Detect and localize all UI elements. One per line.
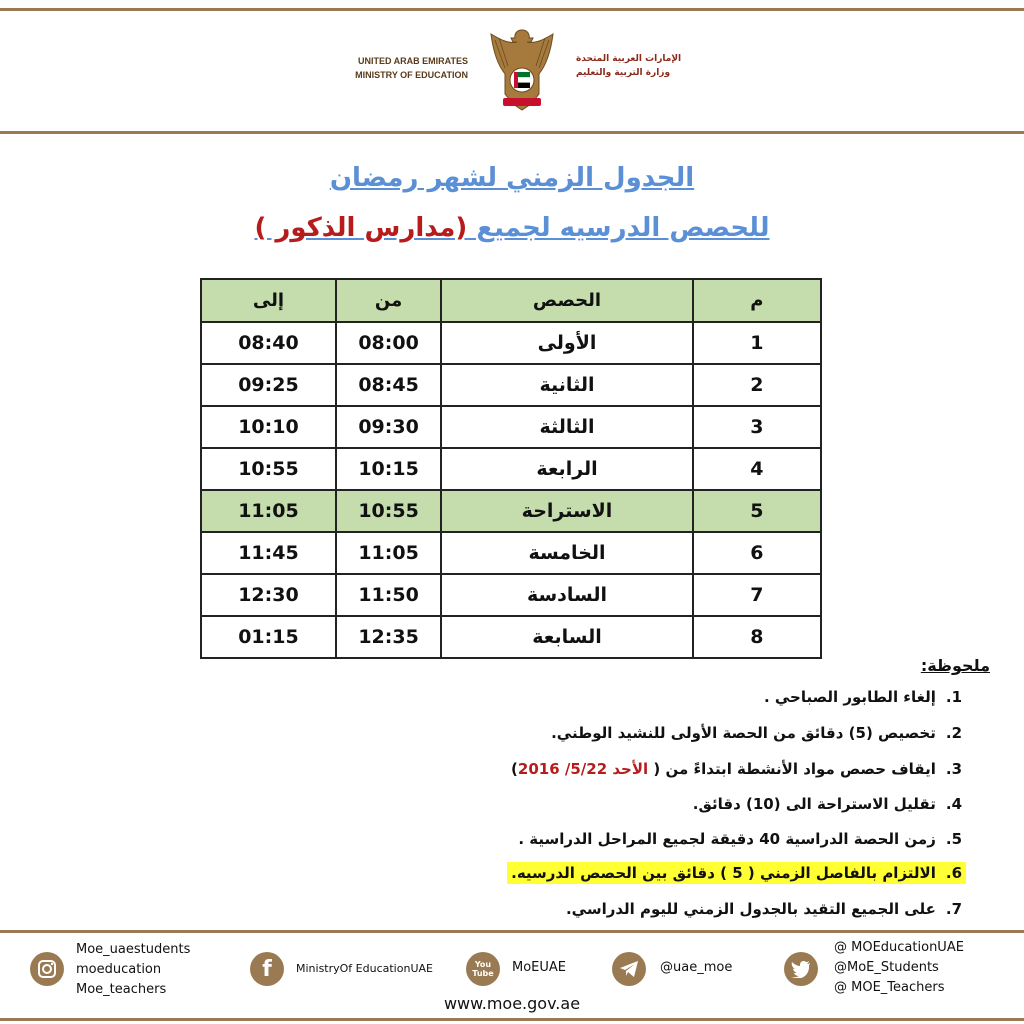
note-number: 6. [945, 864, 962, 882]
cell-from: 11:50 [336, 574, 441, 616]
cell-to: 09:25 [201, 364, 336, 406]
note-tail: ) [511, 760, 518, 778]
cell-period: الرابعة [441, 448, 693, 490]
note-text: زمن الحصة الدراسية 40 دقيقة لجميع المراحل الدراسية . [518, 830, 936, 848]
header-ar-line1: الإمارات العربية المتحدة [576, 54, 682, 64]
schedule-table [200, 278, 822, 659]
uae-falcon-emblem-icon [483, 24, 561, 114]
cell-to: 08:40 [201, 322, 336, 364]
header-num: م [693, 279, 821, 322]
note-text: ايقاف حصص مواد الأنشطة ابتداءً من ( [648, 760, 936, 778]
note-item [518, 830, 962, 848]
cell-period: الثانية [441, 364, 693, 406]
cell-period: السادسة [441, 574, 693, 616]
header-en-line1: UNITED ARAB EMIRATES [358, 56, 468, 66]
youtube-icon-text: You Tube [472, 960, 494, 978]
twitter-account[interactable]: @MoE_Students [834, 960, 939, 975]
instagram-account[interactable]: moeducation [76, 962, 162, 977]
note-item-highlighted [507, 862, 966, 884]
website-link[interactable]: www.moe.gov.ae [443, 994, 581, 1013]
twitter-accounts [834, 938, 964, 998]
page-subtitle [0, 213, 1024, 243]
table-row [201, 616, 821, 658]
cell-num: 6 [693, 532, 821, 574]
cell-from: 12:35 [336, 616, 441, 658]
note-number: 4. [945, 795, 962, 813]
note-item [693, 795, 962, 813]
bottom-rule [0, 1018, 1024, 1021]
cell-period: الأولى [441, 322, 693, 364]
cell-from: 08:45 [336, 364, 441, 406]
note-item [566, 900, 962, 918]
notes-title: ملحوظة: [920, 656, 990, 675]
note-text: إلغاء الطابور الصباحي . [763, 688, 936, 706]
table-header-row [201, 279, 821, 322]
cell-period: الاستراحة [441, 490, 693, 532]
twitter-icon[interactable] [784, 952, 818, 986]
cell-period: الخامسة [441, 532, 693, 574]
cell-from: 08:00 [336, 322, 441, 364]
page-title: الجدول الزمني لشهر رمضان [329, 163, 695, 193]
note-number: 3. [945, 760, 962, 778]
subtitle-highlight: (مدارس الذكور ) [254, 213, 468, 243]
note-item [551, 724, 962, 742]
facebook-icon[interactable]: f [250, 952, 284, 986]
cell-to: 12:30 [201, 574, 336, 616]
cell-from: 10:55 [336, 490, 441, 532]
note-number: 2. [945, 724, 962, 742]
table-row [201, 322, 821, 364]
header-bottom-rule [0, 131, 1024, 134]
table-row [201, 574, 821, 616]
cell-from: 09:30 [336, 406, 441, 448]
table-row [201, 448, 821, 490]
note-number: 1. [945, 688, 962, 706]
note-item [764, 688, 962, 706]
instagram-account[interactable]: Moe_uaestudents [76, 942, 191, 957]
facebook-account[interactable]: MinistryOf EducationUAE [296, 962, 433, 975]
note-text: على الجميع التقيد بالجدول الزمني لليوم الدراسي. [565, 900, 936, 918]
header-english [300, 54, 468, 82]
cell-to: 01:15 [201, 616, 336, 658]
instagram-icon[interactable] [30, 952, 64, 986]
cell-from: 10:15 [336, 448, 441, 490]
table-row [201, 406, 821, 448]
header-from: من [336, 279, 441, 322]
header-period: الحصص [441, 279, 693, 322]
table-row [201, 532, 821, 574]
note-number: 7. [945, 900, 962, 918]
note-date: الأحد 5/22/ 2016 [517, 760, 649, 778]
cell-period: الثالثة [441, 406, 693, 448]
instagram-account[interactable]: Moe_teachers [76, 982, 167, 997]
note-text: تخصيص (5) دقائق من الحصة الأولى للنشيد الوطني. [551, 724, 936, 742]
table-row [201, 364, 821, 406]
footer-rule [0, 930, 1024, 933]
instagram-accounts [76, 940, 190, 1000]
note-text: الالتزام بالفاصل الزمني ( 5 ) دقائق بين الحصص الدرسيه. [511, 864, 936, 882]
cell-num: 4 [693, 448, 821, 490]
twitter-account[interactable]: @ MOEducationUAE [834, 940, 964, 955]
cell-num: 3 [693, 406, 821, 448]
telegram-account[interactable]: @uae_moe [660, 960, 733, 975]
twitter-account[interactable]: @ MOE_Teachers [834, 980, 945, 995]
telegram-icon[interactable] [612, 952, 646, 986]
cell-period: السابعة [441, 616, 693, 658]
cell-num: 1 [693, 322, 821, 364]
note-item [511, 760, 962, 778]
cell-num: 7 [693, 574, 821, 616]
youtube-icon[interactable] [466, 952, 500, 986]
cell-to: 10:55 [201, 448, 336, 490]
cell-to: 11:05 [201, 490, 336, 532]
header-arabic [576, 52, 716, 80]
note-number: 5. [945, 830, 962, 848]
header-en-line2: MINISTRY OF EDUCATION [355, 70, 468, 80]
cell-to: 10:10 [201, 406, 336, 448]
header-to: إلى [201, 279, 336, 322]
youtube-account[interactable]: MoEUAE [512, 960, 567, 975]
cell-from: 11:05 [336, 532, 441, 574]
table-row-break [201, 490, 821, 532]
subtitle-prefix: للحصص الدرسيه لجميع [467, 213, 770, 243]
note-text: تقليل الاستراحة الى (10) دقائق. [692, 795, 936, 813]
header-ar-line2: وزارة التربية والتعليم [576, 68, 671, 78]
top-rule [0, 8, 1024, 11]
cell-num: 2 [693, 364, 821, 406]
cell-num: 5 [693, 490, 821, 532]
cell-to: 11:45 [201, 532, 336, 574]
cell-num: 8 [693, 616, 821, 658]
